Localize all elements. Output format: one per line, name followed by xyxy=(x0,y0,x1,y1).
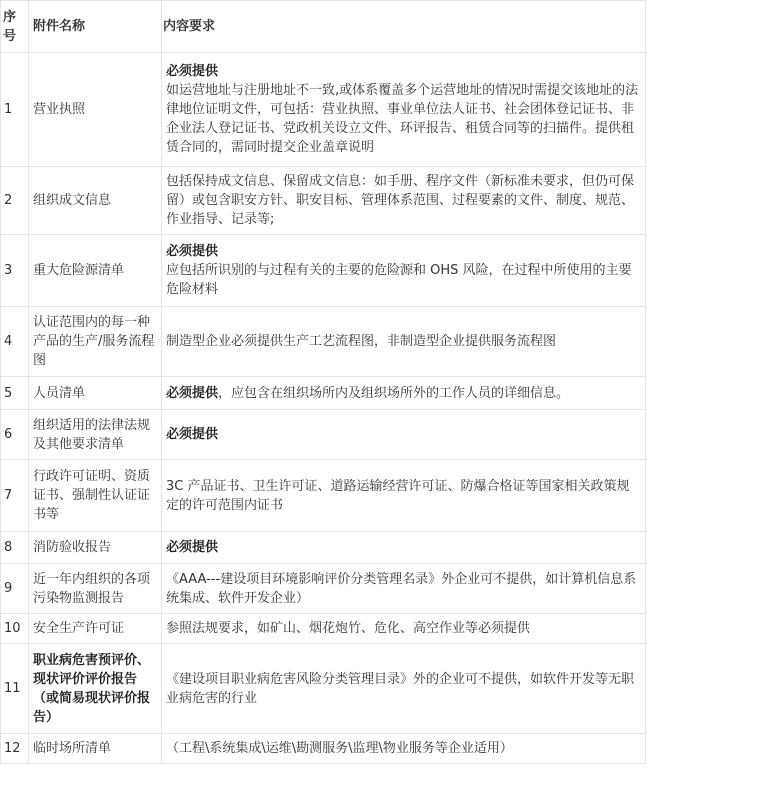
required-label: 必须提供 xyxy=(166,244,219,259)
table-row xyxy=(1,167,646,235)
row-number: 6 xyxy=(1,410,29,460)
attachment-name: 近一年内组织的各项污染物监测报告 xyxy=(29,564,162,614)
header-content: 内容要求 xyxy=(162,1,646,53)
content-requirement xyxy=(162,734,646,764)
required-label: 必须提供 xyxy=(166,64,219,79)
table-row xyxy=(1,53,646,167)
content-requirement xyxy=(162,377,646,410)
row-number: 12 xyxy=(1,734,29,764)
attachment-name: 临时场所清单 xyxy=(29,734,162,764)
table-row xyxy=(1,377,646,410)
attachment-name: 重大危险源清单 xyxy=(29,235,162,307)
content-requirement xyxy=(162,460,646,532)
header-name: 附件名称 xyxy=(29,1,162,53)
requirement-text: 应包括所识别的与过程有关的主要的危险源和 OHS 风险，在过程中所使用的主要危险材料 xyxy=(166,263,632,297)
attachment-name: 营业执照 xyxy=(29,53,162,167)
content-requirement xyxy=(162,410,646,460)
table-row xyxy=(1,410,646,460)
table-row xyxy=(1,564,646,614)
attachment-name: 职业病危害预评价、现状评价评价报告（或简易现状评价报告） xyxy=(29,644,162,734)
table-row xyxy=(1,307,646,377)
row-number: 10 xyxy=(1,614,29,644)
table-row xyxy=(1,614,646,644)
attachment-name: 组织适用的法律法规及其他要求清单 xyxy=(29,410,162,460)
row-number: 8 xyxy=(1,532,29,564)
row-number: 3 xyxy=(1,235,29,307)
required-label: 必须提供 xyxy=(166,540,219,555)
requirement-text: ，应包含在组织场所内及组织场所外的工作人员的详细信息。 xyxy=(218,385,570,401)
table-row xyxy=(1,460,646,532)
attachment-name: 行政许可证明、资质证书、强制性认证证书等 xyxy=(29,460,162,532)
requirement-text: 《建设项目职业病危害风险分类管理目录》外的企业可不提供，如软件开发等无职业病危害的行业 xyxy=(166,671,635,706)
header-no: 序号 xyxy=(1,1,29,53)
content-requirement xyxy=(162,564,646,614)
required-label: 必须提供 xyxy=(166,385,219,401)
attachment-name: 消防验收报告 xyxy=(29,532,162,564)
attachment-name: 组织成文信息 xyxy=(29,167,162,235)
attachment-name: 人员清单 xyxy=(29,377,162,410)
content-requirement xyxy=(162,614,646,644)
requirement-text: 包括保持成文信息、保留成文信息：如手册、程序文件（新标准未要求，但仍可保留）或包含职安方针、职安目标、管理体系范围、过程要素的文件、制度、规范、作业指导、记录等; xyxy=(166,174,635,227)
requirement-text: 《AAA---建设项目环境影响评价分类管理名录》外企业可不提供，如计算机信息系统集成、软件开发企业） xyxy=(166,571,637,606)
table-header-row xyxy=(1,1,646,53)
content-requirement xyxy=(162,532,646,564)
row-number: 4 xyxy=(1,307,29,377)
content-requirement xyxy=(162,235,646,307)
table-row xyxy=(1,644,646,734)
table-row xyxy=(1,532,646,564)
row-number: 1 xyxy=(1,53,29,167)
attachment-name: 认证范围内的每一种产品的生产/服务流程图 xyxy=(29,307,162,377)
requirement-text: 制造型企业必须提供生产工艺流程图，非制造型企业提供服务流程图 xyxy=(166,334,557,349)
row-number: 7 xyxy=(1,460,29,532)
row-number: 5 xyxy=(1,377,29,410)
row-number: 9 xyxy=(1,564,29,614)
requirement-text: （工程\系统集成\运维\勘测服务\监理\物业服务等企业适用） xyxy=(166,741,513,756)
requirement-text: 参照法规要求，如矿山、烟花炮竹、危化、高空作业等必须提供 xyxy=(166,621,531,636)
content-requirement xyxy=(162,307,646,377)
content-requirement xyxy=(162,167,646,235)
requirement-text: 3C 产品证书、卫生许可证、道路运输经营许可证、防爆合格证等国家相关政策规定的许可范围内证书 xyxy=(166,478,630,513)
table-row xyxy=(1,235,646,307)
required-label: 必须提供 xyxy=(166,427,219,442)
content-requirement xyxy=(162,53,646,167)
table-row xyxy=(1,734,646,764)
attachment-name: 安全生产许可证 xyxy=(29,614,162,644)
row-number: 11 xyxy=(1,644,29,734)
content-requirement xyxy=(162,644,646,734)
requirement-text: 如运营地址与注册地址不一致,或体系覆盖多个运营地址的情况时需提交该地址的法律地位证明文件，可包括：营业执照、事业单位法人证书、社会团体登记证书、非企业法人登记证书、党政机关设立文件、环评报告、租赁合同等的扫描件。提供租赁合同的，需同时提交企业盖章说明 xyxy=(166,83,639,155)
row-number: 2 xyxy=(1,167,29,235)
